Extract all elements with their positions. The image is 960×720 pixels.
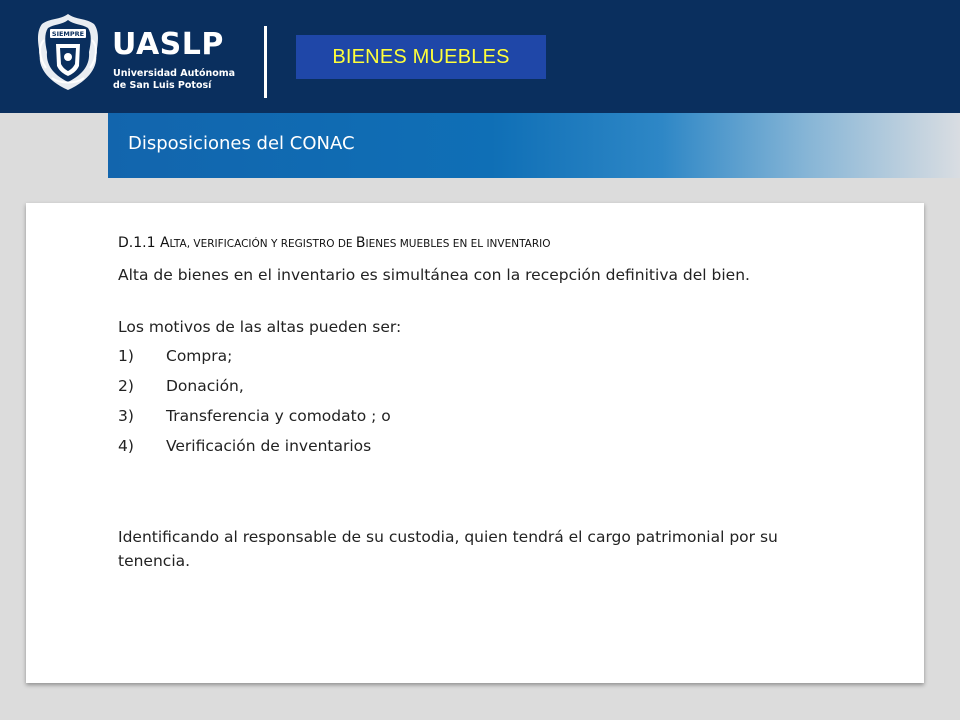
heading-part-3: IENES MUEBLES EN EL INVENTARIO <box>365 238 551 250</box>
list-item-number: 2) <box>118 377 134 395</box>
brand-subtitle-line-1: Universidad Autónoma <box>113 68 236 79</box>
brand-subtitle-line-2: de San Luis Potosí <box>113 80 212 91</box>
closing-paragraph: Identificando al responsable de su custodia, quien tendrá el cargo patrimonial por su tenencia. <box>118 528 778 570</box>
heading-part-1: LTA, VERIFICACIÓN Y REGISTRO DE <box>169 238 356 250</box>
list-item <box>118 375 838 405</box>
motives-list <box>118 345 838 465</box>
logo-divider <box>264 26 267 98</box>
list-item-text: Verificación de inventarios <box>166 437 372 455</box>
uaslp-logo <box>32 10 242 94</box>
list-item <box>118 435 838 465</box>
motives-label: Los motivos de las altas pueden ser: <box>118 318 402 336</box>
intro-paragraph: Alta de bienes en el inventario es simultánea con la recepción definitiva del bien. <box>118 266 750 284</box>
content-card <box>26 203 924 683</box>
brand-subtitle <box>113 68 235 92</box>
crest-ribbon-text: SIEMPRE <box>51 30 85 38</box>
list-item-text: Transferencia y comodato ; o <box>166 407 391 425</box>
list-item-text: Compra; <box>166 347 233 365</box>
header-bar <box>0 0 960 113</box>
subheader-bar <box>108 113 960 178</box>
content-body <box>118 233 838 573</box>
heading-prefix: D.1.1 A <box>118 235 170 251</box>
section-badge: BIENES MUEBLES <box>296 35 546 79</box>
list-item-number: 3) <box>118 407 134 425</box>
heading-part-2: B <box>355 235 366 251</box>
list-item <box>118 405 838 435</box>
subheader-title: Disposiciones del CONAC <box>128 133 355 154</box>
crest-icon <box>32 10 104 94</box>
section-heading <box>118 233 838 254</box>
list-item <box>118 345 838 375</box>
list-item-text: Donación, <box>166 377 244 395</box>
list-item-number: 1) <box>118 347 134 365</box>
brand-name: UASLP <box>112 27 224 62</box>
list-item-number: 4) <box>118 437 134 455</box>
